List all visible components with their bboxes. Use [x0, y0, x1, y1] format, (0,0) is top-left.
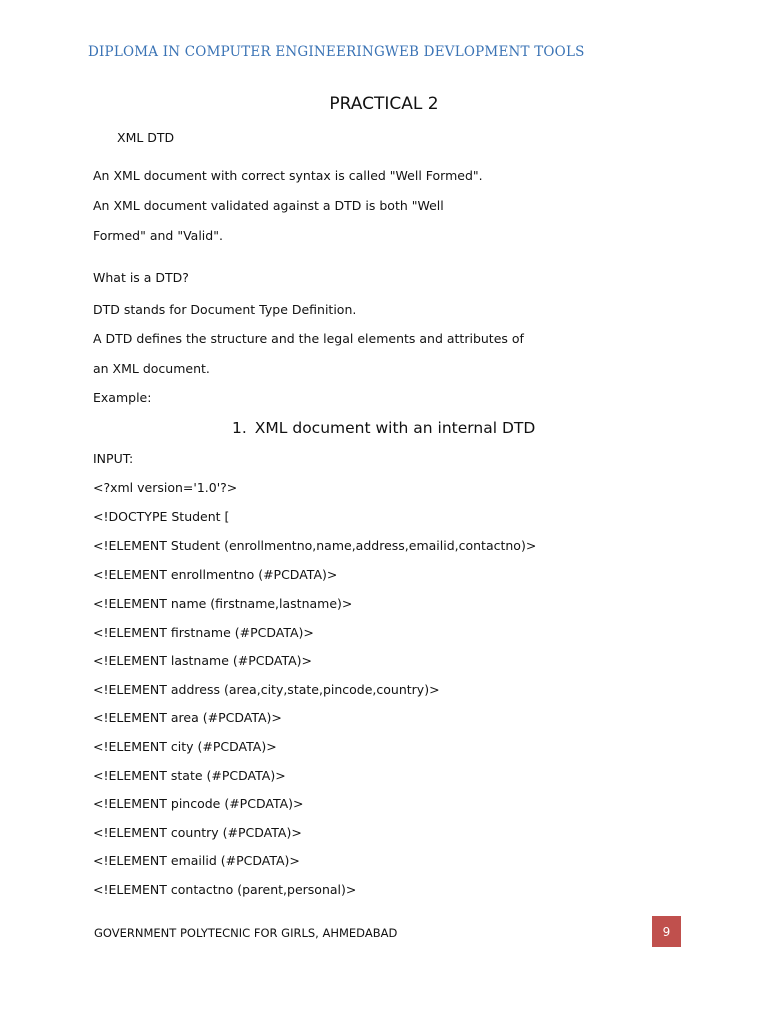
- intro-line-1: An XML document with correct syntax is called "Well Formed".: [93, 168, 483, 183]
- code-line: <!ELEMENT firstname (#PCDATA)>: [93, 625, 314, 640]
- code-line: <?xml version='1.0'?>: [93, 480, 238, 495]
- running-header: DIPLOMA IN COMPUTER ENGINEERINGWEB DEVLOPMENT TOOLS: [88, 44, 585, 60]
- input-label: INPUT:: [93, 451, 134, 466]
- definition-line-2: A DTD defines the structure and the legal elements and attributes of: [93, 331, 524, 346]
- footer-institution: GOVERNMENT POLYTECNIC FOR GIRLS, AHMEDABAD: [94, 926, 398, 940]
- code-line: <!ELEMENT Student (enrollmentno,name,address,emailid,contactno)>: [93, 538, 537, 553]
- code-line: <!ELEMENT contactno (parent,personal)>: [93, 882, 357, 897]
- page-title: PRACTICAL 2: [329, 94, 439, 114]
- example-heading-text: XML document with an internal DTD: [254, 419, 536, 437]
- code-line: <!ELEMENT enrollmentno (#PCDATA)>: [93, 567, 338, 582]
- intro-line-2: An XML document validated against a DTD is both "Well: [93, 198, 444, 213]
- subtopic-heading: XML DTD: [117, 130, 175, 145]
- definition-line-1: DTD stands for Document Type Definition.: [93, 302, 357, 317]
- question-heading: What is a DTD?: [93, 270, 189, 285]
- code-line: <!ELEMENT city (#PCDATA)>: [93, 739, 277, 754]
- code-line: <!ELEMENT lastname (#PCDATA)>: [93, 653, 313, 668]
- code-line: <!ELEMENT country (#PCDATA)>: [93, 825, 302, 840]
- example-label: Example:: [93, 390, 152, 405]
- example-heading: [232, 419, 535, 437]
- intro-line-3: Formed" and "Valid".: [93, 228, 223, 243]
- code-line: <!ELEMENT state (#PCDATA)>: [93, 768, 286, 783]
- code-line: <!ELEMENT emailid (#PCDATA)>: [93, 853, 300, 868]
- page-number-badge: 9: [652, 916, 681, 947]
- code-line: <!ELEMENT name (firstname,lastname)>: [93, 596, 353, 611]
- code-line: <!ELEMENT area (#PCDATA)>: [93, 710, 282, 725]
- code-line: <!DOCTYPE Student [: [93, 509, 230, 524]
- code-line: <!ELEMENT address (area,city,state,pincode,country)>: [93, 682, 440, 697]
- definition-line-3: an XML document.: [93, 361, 210, 376]
- code-line: <!ELEMENT pincode (#PCDATA)>: [93, 796, 304, 811]
- example-heading-number: 1.: [232, 419, 247, 437]
